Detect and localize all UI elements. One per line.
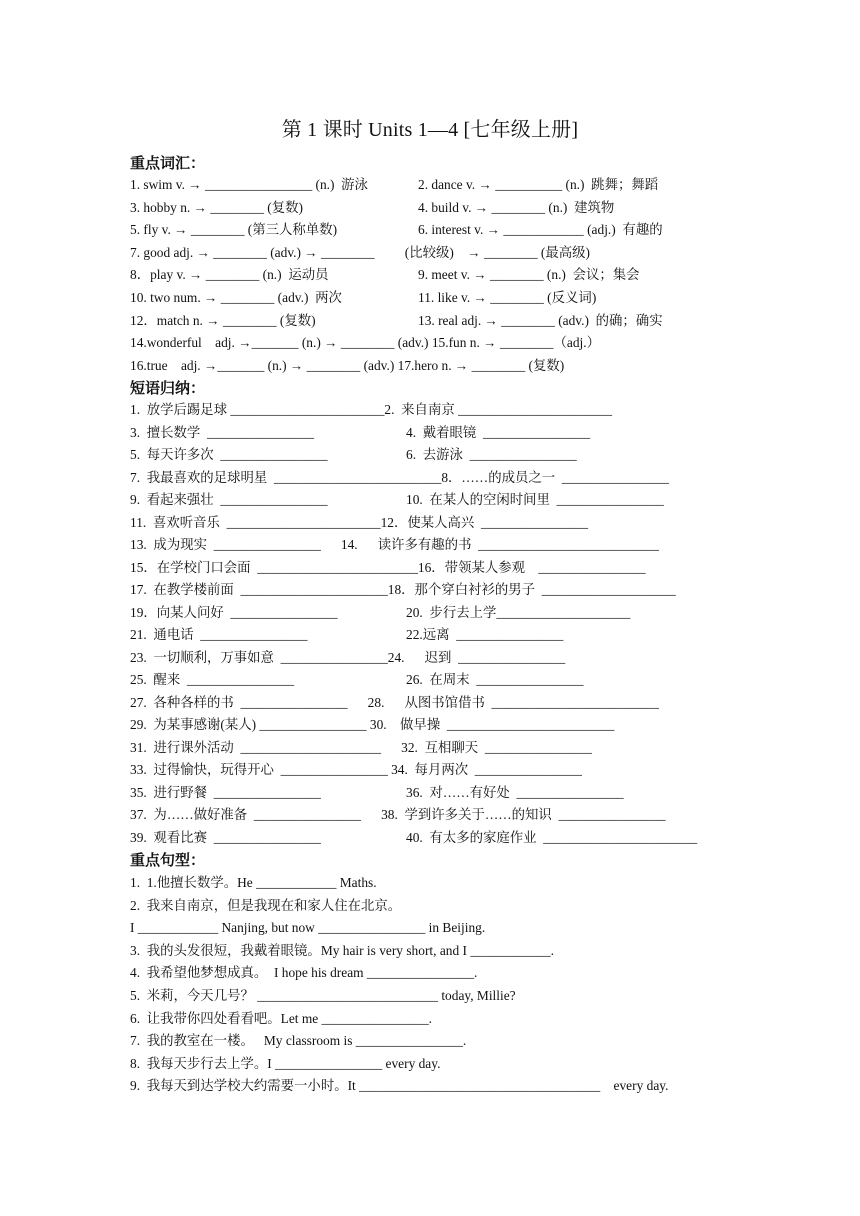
vocab-item-left: 14.wonderful adj. →_______ (n.) → ________ (adv.) 15.fun n. → ________（adj.） bbox=[130, 335, 600, 351]
section-heading-vocab: 重点词汇： bbox=[130, 154, 206, 172]
phrase-item-left: 5. 每天许多次 ________________ bbox=[130, 447, 328, 462]
phrase-item-right: 40. 有太多的家庭作业 _______________________ bbox=[406, 829, 698, 845]
sentence-item: 9. 我每天到达学校大约需要一小时。It ____________________________________ every day. bbox=[130, 1078, 669, 1094]
vocab-item-right: 2. dance v. → __________ (n.) 跳舞；舞蹈 bbox=[418, 177, 659, 192]
sentence-item: 1. 1.他擅长数学。He ____________ Maths. bbox=[130, 875, 377, 890]
vocab-item-right: 13. real adj. → ________ (adv.) 的确；确实 bbox=[418, 312, 663, 328]
vocab-item-right: 4. build v. → ________ (n.) 建筑物 bbox=[418, 199, 615, 215]
phrase-item-left: 13. 成为现实 ________________ 14. 读许多有趣的书 ___________________________ bbox=[130, 537, 659, 552]
vocab-item-left: 12．match n. → ________ (复数) bbox=[130, 312, 316, 328]
phrase-item-left: 33. 过得愉快，玩得开心 ________________ 34. 每月两次 ________________ bbox=[130, 762, 582, 777]
phrase-item-right: 4. 戴着眼镜 ________________ bbox=[406, 424, 591, 440]
phrase-item-left: 1. 放学后踢足球 _______________________2. 来自南京 _______________________ bbox=[130, 402, 613, 417]
vocab-item-left: 1. swim v. → ________________ (n.) 游泳 bbox=[130, 177, 368, 192]
sentence-item: 6. 让我带你四处看看吧。Let me ________________. bbox=[130, 1010, 433, 1026]
phrase-item-left: 11. 喜欢听音乐 _______________________12．使某人高兴 ________________ bbox=[130, 514, 589, 530]
section-heading-sentences: 重点句型： bbox=[130, 851, 206, 869]
sentence-item: 3. 我的头发很短，我戴着眼镜。My hair is very short, and I ____________. bbox=[130, 942, 555, 958]
phrase-item-left: 27. 各种各样的书 ________________ 28. 从图书馆借书 _________________________ bbox=[130, 694, 659, 710]
phrase-item-left: 31. 进行课外活动 _____________________ 32. 互相聊天 ________________ bbox=[130, 739, 592, 755]
vocab-item-left: 16.true adj. →_______ (n.) → ________ (adv.) 17.hero n. → ________ (复数) bbox=[130, 357, 565, 373]
phrase-item-left: 39. 观看比赛 ________________ bbox=[130, 829, 321, 845]
page-title: 第 1 课时 Units 1—4 [七年级上册] bbox=[281, 119, 579, 141]
vocab-item-left: 7. good adj. → ________ (adv.) → ________ (比较级) → ________ (最高级) bbox=[130, 244, 590, 260]
vocab-item-right: 6. interest v. → ____________ (adj.) 有趣的 bbox=[418, 222, 663, 238]
phrase-item-right: 10. 在某人的空闲时间里 ________________ bbox=[406, 492, 664, 507]
vocab-item-left: 10. two num. → ________ (adv.) 两次 bbox=[130, 290, 342, 305]
sentence-item: 4. 我希望他梦想成真。 I hope his dream ________________. bbox=[130, 965, 478, 981]
phrase-item-left: 23. 一切顺利，万事如意 ________________24. 迟到 ________________ bbox=[130, 649, 566, 665]
phrase-item-right: 20. 步行去上学____________________ bbox=[406, 604, 631, 620]
sentence-item: I ____________ Nanjing, but now ________________ in Beijing. bbox=[130, 920, 486, 936]
sentence-item: 7. 我的教室在一楼。 My classroom is ________________. bbox=[130, 1033, 467, 1049]
phrase-item-left: 9. 看起来强壮 ________________ bbox=[130, 492, 328, 507]
phrase-item-left: 29. 为某事感谢(某人) ________________ 30. 做早操 _________________________ bbox=[130, 717, 615, 732]
sentence-item: 2. 我来自南京，但是我现在和家人住在北京。 bbox=[130, 897, 402, 913]
vocab-item-left: 5. fly v. → ________ (第三人称单数) bbox=[130, 222, 338, 238]
phrase-item-left: 37. 为……做好准备 ________________ 38. 学到许多关于……的知识 ________________ bbox=[130, 807, 666, 822]
phrase-item-right: 22.远离 ________________ bbox=[406, 627, 564, 642]
phrase-item-left: 15．在学校门口会面 ________________________16．带领某人参观 ________________ bbox=[130, 559, 646, 575]
vocab-item-left: 8．play v. → ________ (n.) 运动员 bbox=[130, 267, 329, 283]
sentence-item: 8. 我每天步行去上学。I ________________ every day. bbox=[130, 1055, 441, 1071]
vocab-item-right: 9. meet v. → ________ (n.) 会议；集会 bbox=[418, 267, 640, 283]
vocab-item-left: 3. hobby n. → ________ (复数) bbox=[130, 199, 303, 215]
phrase-item-left: 35. 进行野餐 ________________ bbox=[130, 784, 321, 800]
phrase-item-left: 21. 通电话 ________________ bbox=[130, 627, 308, 642]
phrase-item-left: 25. 醒来 ________________ bbox=[130, 672, 295, 687]
phrase-item-right: 36. 对……有好处 ________________ bbox=[406, 784, 624, 800]
phrase-item-left: 19．向某人问好 ________________ bbox=[130, 604, 338, 620]
phrase-item-right: 6. 去游泳 ________________ bbox=[406, 447, 577, 462]
sentence-item: 5. 米莉，今天几号？ ___________________________ today, Millie? bbox=[130, 988, 516, 1003]
vocab-item-right: 11. like v. → ________ (反义词) bbox=[418, 290, 597, 305]
phrase-item-left: 3. 擅长数学 ________________ bbox=[130, 424, 315, 440]
phrase-item-left: 17. 在教学楼前面 ______________________18．那个穿白衬衫的男子 ____________________ bbox=[130, 582, 676, 597]
phrase-item-right: 26. 在周末 ________________ bbox=[406, 672, 584, 687]
section-heading-phrases: 短语归纳： bbox=[130, 379, 206, 397]
phrase-item-left: 7. 我最喜欢的足球明星 _________________________8．……的成员之一 ________________ bbox=[130, 469, 669, 485]
